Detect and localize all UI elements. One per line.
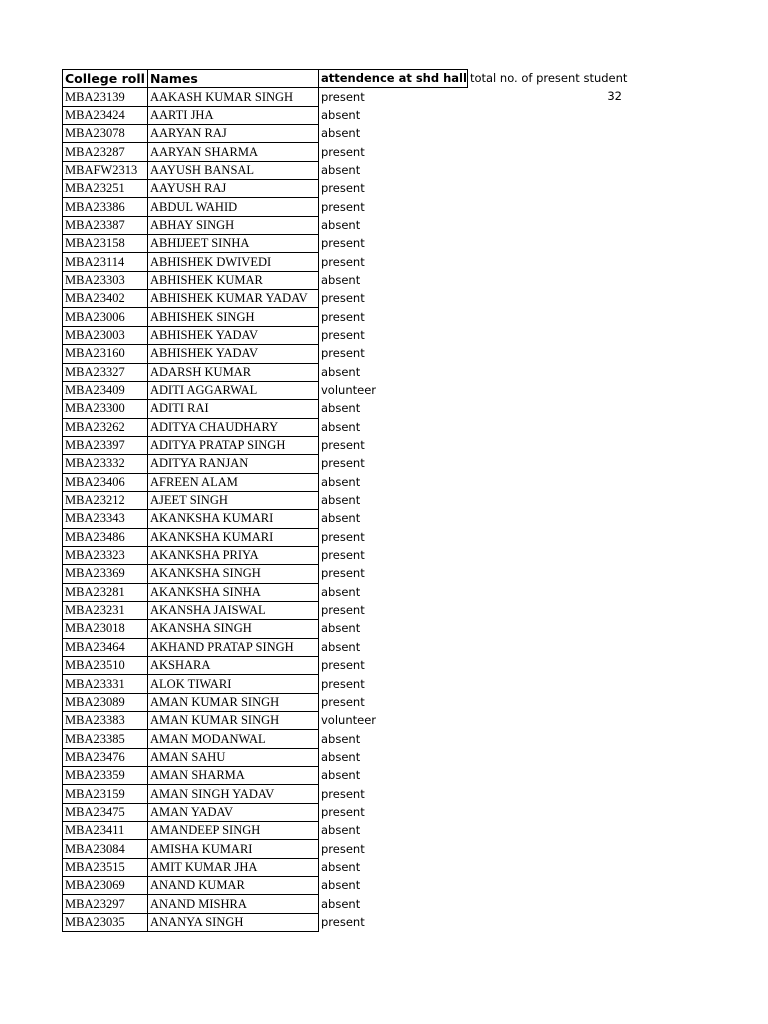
- table-row: [63, 161, 631, 179]
- attendance-status-cell: present: [321, 327, 365, 342]
- table-row: [63, 216, 631, 234]
- extra-cell: [467, 106, 630, 124]
- student-name-cell: AMAN SHARMA: [148, 767, 319, 785]
- table-row: [63, 345, 631, 363]
- college-roll-cell: MBA23486: [63, 528, 148, 546]
- college-roll-cell: MBA23231: [63, 601, 148, 619]
- extra-cell: [467, 455, 630, 473]
- college-roll-cell: MBA23359: [63, 767, 148, 785]
- student-name-cell: AMAN KUMAR SINGH: [148, 693, 319, 711]
- college-roll-cell: MBA23409: [63, 381, 148, 399]
- college-roll-cell: MBA23343: [63, 510, 148, 528]
- college-roll-cell: MBA23035: [63, 913, 148, 931]
- extra-cell: [467, 161, 630, 179]
- college-roll-cell: MBA23383: [63, 712, 148, 730]
- college-roll-cell: MBA23323: [63, 546, 148, 564]
- college-roll-cell: MBA23475: [63, 803, 148, 821]
- header-attendance: attendence at shd hall: [319, 70, 468, 88]
- table-row: [63, 693, 631, 711]
- attendance-status-cell: absent: [321, 859, 361, 874]
- college-roll-cell: MBA23114: [63, 253, 148, 271]
- student-name-cell: AKANKSHA KUMARI: [148, 528, 319, 546]
- table-row: [63, 455, 631, 473]
- total-present-label: total no. of present student: [469, 71, 628, 86]
- student-name-cell: ABHIJEET SINHA: [148, 235, 319, 253]
- attendance-status-cell: absent: [321, 639, 361, 654]
- extra-cell: [467, 436, 630, 454]
- college-roll-cell: MBA23069: [63, 877, 148, 895]
- extra-cell: [467, 180, 630, 198]
- table-row: [63, 143, 631, 161]
- extra-cell: [467, 803, 630, 821]
- attendance-status-cell: absent: [321, 878, 361, 893]
- table-row: [63, 436, 631, 454]
- college-roll-cell: MBA23397: [63, 436, 148, 454]
- table-row: [63, 546, 631, 564]
- extra-cell: [467, 491, 630, 509]
- attendance-status-cell: absent: [321, 493, 361, 508]
- extra-cell: [467, 840, 630, 858]
- student-name-cell: ADITI AGGARWAL: [148, 381, 319, 399]
- extra-cell: [467, 895, 630, 913]
- table-row: [63, 381, 631, 399]
- attendance-status-cell: present: [321, 566, 365, 581]
- college-roll-cell: MBA23158: [63, 235, 148, 253]
- attendance-status-cell: present: [321, 144, 365, 159]
- attendance-status-cell: present: [321, 199, 365, 214]
- extra-cell: [467, 528, 630, 546]
- attendance-status-cell: absent: [321, 401, 361, 416]
- student-name-cell: ABHAY SINGH: [148, 216, 319, 234]
- extra-cell: [467, 198, 630, 216]
- extra-cell: [467, 565, 630, 583]
- attendance-status-cell: present: [321, 676, 365, 691]
- student-name-cell: ABHISHEK SINGH: [148, 308, 319, 326]
- attendance-status-cell: absent: [321, 768, 361, 783]
- college-roll-cell: MBA23411: [63, 822, 148, 840]
- extra-cell: [467, 785, 630, 803]
- attendance-status-cell: present: [321, 346, 365, 361]
- attendance-status-cell: present: [321, 456, 365, 471]
- table-row: [63, 657, 631, 675]
- attendance-status-cell: present: [321, 291, 365, 306]
- attendance-status-cell: present: [321, 841, 365, 856]
- extra-cell: [467, 822, 630, 840]
- attendance-status-cell: present: [321, 548, 365, 563]
- attendance-status-cell: absent: [321, 272, 361, 287]
- student-name-cell: AARTI JHA: [148, 106, 319, 124]
- extra-cell: [467, 712, 630, 730]
- table-row: [63, 326, 631, 344]
- attendance-status-cell: present: [321, 254, 365, 269]
- student-name-cell: ABHISHEK YADAV: [148, 326, 319, 344]
- college-roll-cell: MBA23515: [63, 858, 148, 876]
- college-roll-cell: MBA23424: [63, 106, 148, 124]
- college-roll-cell: MBA23510: [63, 657, 148, 675]
- table-row: [63, 198, 631, 216]
- college-roll-cell: MBA23331: [63, 675, 148, 693]
- table-row: [63, 748, 631, 766]
- college-roll-cell: MBA23327: [63, 363, 148, 381]
- student-name-cell: ABHISHEK KUMAR: [148, 271, 319, 289]
- extra-cell: [467, 693, 630, 711]
- extra-cell: [467, 546, 630, 564]
- student-name-cell: AKANKSHA KUMARI: [148, 510, 319, 528]
- table-row: [63, 528, 631, 546]
- attendance-status-cell: absent: [321, 107, 361, 122]
- table-row: [63, 583, 631, 601]
- table-row: [63, 620, 631, 638]
- table-row: [63, 895, 631, 913]
- table-row: [63, 491, 631, 509]
- student-name-cell: AAYUSH RAJ: [148, 180, 319, 198]
- table-row: [63, 565, 631, 583]
- student-name-cell: ADITI RAI: [148, 400, 319, 418]
- table-row: [63, 418, 631, 436]
- college-roll-cell: MBA23402: [63, 290, 148, 308]
- student-name-cell: AJEET SINGH: [148, 491, 319, 509]
- header-college-roll: College roll: [63, 70, 148, 88]
- extra-cell: [467, 473, 630, 491]
- attendance-status-cell: present: [321, 236, 365, 251]
- student-name-cell: AMIT KUMAR JHA: [148, 858, 319, 876]
- college-roll-cell: MBA23003: [63, 326, 148, 344]
- student-name-cell: ABHISHEK KUMAR YADAV: [148, 290, 319, 308]
- extra-cell: [467, 583, 630, 601]
- college-roll-cell: MBA23262: [63, 418, 148, 436]
- college-roll-cell: MBA23385: [63, 730, 148, 748]
- table-row: [63, 180, 631, 198]
- college-roll-cell: MBA23018: [63, 620, 148, 638]
- table-row: [63, 400, 631, 418]
- student-name-cell: AKANSHA SINGH: [148, 620, 319, 638]
- header-row: [63, 70, 631, 88]
- table-row: [63, 473, 631, 491]
- table-row: [63, 712, 631, 730]
- extra-cell: [467, 748, 630, 766]
- table-row: [63, 290, 631, 308]
- student-name-cell: ADITYA RANJAN: [148, 455, 319, 473]
- college-roll-cell: MBA23464: [63, 638, 148, 656]
- extra-cell: [467, 253, 630, 271]
- table-row: [63, 785, 631, 803]
- student-name-cell: AMAN KUMAR SINGH: [148, 712, 319, 730]
- college-roll-cell: MBA23212: [63, 491, 148, 509]
- table-row: [63, 88, 631, 106]
- college-roll-cell: MBA23476: [63, 748, 148, 766]
- attendance-status-cell: present: [321, 181, 365, 196]
- college-roll-cell: MBA23386: [63, 198, 148, 216]
- college-roll-cell: MBA23160: [63, 345, 148, 363]
- college-roll-cell: MBA23281: [63, 583, 148, 601]
- attendance-status-cell: present: [321, 786, 365, 801]
- attendance-status-cell: absent: [321, 584, 361, 599]
- attendance-status-cell: volunteer: [321, 713, 377, 728]
- table-row: [63, 271, 631, 289]
- attendance-status-cell: present: [321, 529, 365, 544]
- college-roll-cell: MBA23332: [63, 455, 148, 473]
- table-row: [63, 638, 631, 656]
- attendance-status-cell: present: [321, 603, 365, 618]
- attendance-status-cell: present: [321, 658, 365, 673]
- extra-cell: [467, 400, 630, 418]
- extra-cell: [467, 290, 630, 308]
- extra-cell: [467, 125, 630, 143]
- student-name-cell: AMAN YADAV: [148, 803, 319, 821]
- student-name-cell: AAYUSH BANSAL: [148, 161, 319, 179]
- attendance-status-cell: absent: [321, 511, 361, 526]
- extra-cell: [467, 418, 630, 436]
- college-roll-cell: MBA23089: [63, 693, 148, 711]
- extra-cell: [467, 767, 630, 785]
- extra-cell: [467, 308, 630, 326]
- attendance-sheet: [62, 69, 631, 932]
- extra-cell: [467, 913, 630, 931]
- extra-cell: [467, 143, 630, 161]
- student-name-cell: AKANKSHA SINHA: [148, 583, 319, 601]
- attendance-status-cell: present: [321, 438, 365, 453]
- extra-cell: [467, 345, 630, 363]
- extra-cell: [467, 877, 630, 895]
- table-row: [63, 601, 631, 619]
- student-name-cell: AMANDEEP SINGH: [148, 822, 319, 840]
- student-name-cell: ABHISHEK YADAV: [148, 345, 319, 363]
- attendance-status-cell: absent: [321, 162, 361, 177]
- college-roll-cell: MBA23084: [63, 840, 148, 858]
- table-row: [63, 308, 631, 326]
- attendance-status-cell: present: [321, 694, 365, 709]
- college-roll-cell: MBAFW2313: [63, 161, 148, 179]
- table-row: [63, 363, 631, 381]
- college-roll-cell: MBA23297: [63, 895, 148, 913]
- extra-cell: [467, 675, 630, 693]
- college-roll-cell: MBA23369: [63, 565, 148, 583]
- college-roll-cell: MBA23078: [63, 125, 148, 143]
- attendance-status-cell: absent: [321, 419, 361, 434]
- college-roll-cell: MBA23303: [63, 271, 148, 289]
- student-name-cell: AMAN SINGH YADAV: [148, 785, 319, 803]
- extra-cell: [467, 235, 630, 253]
- extra-cell: [467, 88, 630, 106]
- extra-cell: [467, 620, 630, 638]
- table-row: [63, 253, 631, 271]
- student-name-cell: AKANSHA JAISWAL: [148, 601, 319, 619]
- attendance-status-cell: absent: [321, 621, 361, 636]
- table-row: [63, 730, 631, 748]
- attendance-status-cell: absent: [321, 896, 361, 911]
- student-name-cell: AARYAN SHARMA: [148, 143, 319, 161]
- attendance-status-cell: absent: [321, 474, 361, 489]
- student-name-cell: AFREEN ALAM: [148, 473, 319, 491]
- header-names: Names: [148, 70, 319, 88]
- student-name-cell: ADITYA PRATAP SINGH: [148, 436, 319, 454]
- student-name-cell: AAKASH KUMAR SINGH: [148, 88, 319, 106]
- table-row: [63, 510, 631, 528]
- extra-cell: [467, 271, 630, 289]
- table-row: [63, 235, 631, 253]
- extra-cell: [467, 381, 630, 399]
- student-name-cell: AKANKSHA PRIYA: [148, 546, 319, 564]
- student-name-cell: AMISHA KUMARI: [148, 840, 319, 858]
- attendance-table: [62, 69, 631, 932]
- table-row: [63, 106, 631, 124]
- attendance-status-cell: absent: [321, 731, 361, 746]
- table-row: [63, 803, 631, 821]
- attendance-status-cell: present: [321, 914, 365, 929]
- student-name-cell: AKANKSHA SINGH: [148, 565, 319, 583]
- attendance-status-cell: volunteer: [321, 383, 377, 398]
- extra-cell: [467, 730, 630, 748]
- attendance-status-cell: absent: [321, 364, 361, 379]
- student-name-cell: ADARSH KUMAR: [148, 363, 319, 381]
- table-row: [63, 913, 631, 931]
- table-body: [63, 88, 631, 932]
- student-name-cell: ABHISHEK DWIVEDI: [148, 253, 319, 271]
- extra-cell: [467, 638, 630, 656]
- college-roll-cell: MBA23159: [63, 785, 148, 803]
- table-row: [63, 877, 631, 895]
- student-name-cell: ALOK TIWARI: [148, 675, 319, 693]
- college-roll-cell: MBA23406: [63, 473, 148, 491]
- student-name-cell: AKHAND PRATAP SINGH: [148, 638, 319, 656]
- table-row: [63, 822, 631, 840]
- total-present-value: 32: [607, 88, 622, 103]
- extra-cell: [467, 657, 630, 675]
- college-roll-cell: MBA23300: [63, 400, 148, 418]
- student-name-cell: AMAN MODANWAL: [148, 730, 319, 748]
- student-name-cell: ANAND KUMAR: [148, 877, 319, 895]
- attendance-status-cell: present: [321, 804, 365, 819]
- student-name-cell: AARYAN RAJ: [148, 125, 319, 143]
- student-name-cell: ANANYA SINGH: [148, 913, 319, 931]
- college-roll-cell: MBA23139: [63, 88, 148, 106]
- extra-cell: [467, 326, 630, 344]
- student-name-cell: AKSHARA: [148, 657, 319, 675]
- table-row: [63, 767, 631, 785]
- college-roll-cell: MBA23287: [63, 143, 148, 161]
- college-roll-cell: MBA23006: [63, 308, 148, 326]
- extra-cell: [467, 601, 630, 619]
- table-row: [63, 125, 631, 143]
- student-name-cell: ABDUL WAHID: [148, 198, 319, 216]
- attendance-status-cell: present: [321, 309, 365, 324]
- extra-cell: [467, 363, 630, 381]
- student-name-cell: ANAND MISHRA: [148, 895, 319, 913]
- table-row: [63, 840, 631, 858]
- table-row: [63, 675, 631, 693]
- attendance-status-cell: present: [321, 89, 365, 104]
- college-roll-cell: MBA23251: [63, 180, 148, 198]
- student-name-cell: ADITYA CHAUDHARY: [148, 418, 319, 436]
- attendance-status-cell: absent: [321, 823, 361, 838]
- extra-cell: [467, 216, 630, 234]
- extra-cell: [467, 858, 630, 876]
- attendance-status-cell: absent: [321, 217, 361, 232]
- extra-cell: [467, 510, 630, 528]
- attendance-status-cell: absent: [321, 126, 361, 141]
- attendance-status-cell: absent: [321, 749, 361, 764]
- student-name-cell: AMAN SAHU: [148, 748, 319, 766]
- table-row: [63, 858, 631, 876]
- college-roll-cell: MBA23387: [63, 216, 148, 234]
